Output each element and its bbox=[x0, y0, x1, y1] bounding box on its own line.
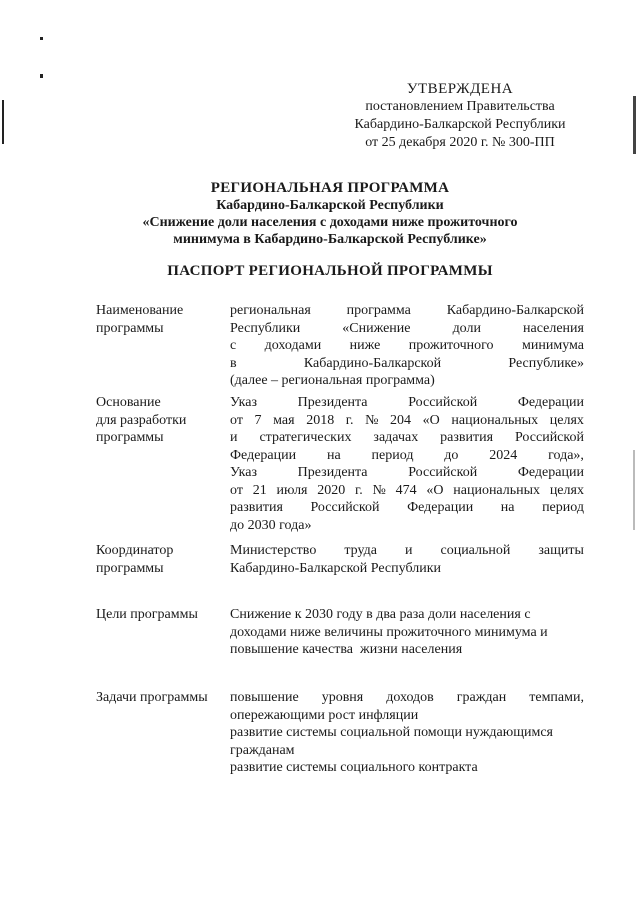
word: Российской bbox=[408, 395, 478, 410]
program-name-line: «Снижение доли населения с доходами ниже прожиточного bbox=[142, 215, 518, 230]
row-label bbox=[96, 542, 226, 577]
word: ниже bbox=[349, 338, 381, 353]
word: Федерации bbox=[407, 500, 474, 515]
passport-title: ПАСПОРТ РЕГИОНАЛЬНОЙ ПРОГРАММЫ bbox=[167, 263, 493, 279]
word: минимума bbox=[522, 338, 584, 353]
row-value bbox=[230, 542, 584, 577]
word: 2024 bbox=[489, 447, 518, 463]
word: 21 bbox=[252, 482, 267, 498]
word: Российской bbox=[408, 465, 478, 480]
row-label-line: для разработки bbox=[96, 412, 187, 428]
word: Российской bbox=[514, 430, 584, 445]
word: Кабардино-Балкарской bbox=[446, 303, 584, 318]
word: Российской bbox=[310, 500, 380, 515]
row-value bbox=[230, 394, 584, 534]
word: № bbox=[365, 412, 379, 428]
approval-line: Кабардино-Балкарской Республики bbox=[354, 117, 566, 132]
word: и bbox=[230, 430, 238, 445]
row-value-line: доходами ниже величины прожиточного минимума и bbox=[230, 624, 548, 640]
word: 7 bbox=[254, 412, 262, 428]
word: «О bbox=[422, 412, 440, 428]
word: с bbox=[230, 338, 237, 353]
word: программа bbox=[346, 303, 411, 318]
scan-mark bbox=[633, 450, 635, 530]
word: прожиточного bbox=[408, 338, 494, 353]
approval-heading: УТВЕРЖДЕНА bbox=[406, 81, 514, 97]
word: Федерации bbox=[517, 465, 584, 480]
word: доли bbox=[452, 320, 481, 336]
word: от bbox=[230, 482, 243, 498]
word: труда bbox=[344, 543, 377, 558]
word: Федерации bbox=[230, 447, 297, 463]
row-label-line: программы bbox=[96, 430, 164, 445]
word: темпами, bbox=[529, 690, 584, 705]
row-value-line bbox=[230, 447, 584, 465]
program-title-block bbox=[100, 180, 560, 248]
word: июля bbox=[276, 482, 308, 498]
word: в bbox=[230, 355, 237, 371]
word: целях bbox=[549, 412, 584, 428]
row-value-line bbox=[230, 337, 584, 355]
word: на bbox=[326, 447, 341, 463]
approval-block bbox=[330, 80, 590, 152]
row-label bbox=[96, 689, 226, 707]
program-region: Кабардино-Балкарской Республики bbox=[216, 198, 444, 213]
row-value bbox=[230, 606, 584, 659]
word: повышение bbox=[230, 690, 299, 705]
row-value-line bbox=[230, 689, 584, 707]
row-value bbox=[230, 302, 584, 390]
row-value-line bbox=[230, 355, 584, 373]
word: г. bbox=[355, 482, 363, 498]
scan-mark bbox=[40, 37, 43, 40]
approval-date: от 25 декабря 2020 г. № 300-ПП bbox=[365, 135, 555, 150]
word: граждан bbox=[456, 690, 507, 705]
word: 204 bbox=[390, 412, 412, 428]
program-title: РЕГИОНАЛЬНАЯ ПРОГРАММА bbox=[210, 180, 450, 196]
row-value-line bbox=[230, 429, 584, 447]
row-value-line: (далее – региональная программа) bbox=[230, 373, 435, 388]
word: развития bbox=[230, 500, 283, 515]
scan-mark bbox=[40, 74, 43, 78]
word: доходов bbox=[386, 690, 434, 705]
word: региональная bbox=[230, 303, 311, 318]
approval-line: постановлением Правительства bbox=[365, 99, 555, 114]
word: населения bbox=[523, 320, 584, 336]
word: на bbox=[500, 500, 515, 515]
word: «О bbox=[426, 482, 444, 498]
row-label-line: программы bbox=[96, 320, 164, 336]
word: Республики bbox=[230, 320, 301, 336]
row-value-line: развитие системы социальной помощи нуждающимся bbox=[230, 725, 553, 740]
word: Указ bbox=[230, 395, 258, 410]
word: Президента bbox=[297, 465, 368, 480]
word: национальных bbox=[451, 412, 539, 428]
word: уровня bbox=[321, 690, 364, 705]
word: г. bbox=[345, 412, 354, 428]
word: период bbox=[542, 500, 584, 515]
row-value-line bbox=[230, 499, 584, 517]
scan-mark bbox=[2, 100, 4, 144]
word: и bbox=[404, 543, 413, 558]
word: национальных bbox=[453, 482, 541, 498]
row-label-line: Цели программы bbox=[96, 607, 198, 622]
row-value-line bbox=[230, 394, 584, 412]
word: мая bbox=[273, 412, 295, 428]
word: от bbox=[230, 412, 243, 428]
row-value-line bbox=[230, 412, 584, 430]
row-value-line: Снижение к 2030 году в два раза доли населения с bbox=[230, 607, 531, 622]
row-label-line: Основание bbox=[96, 395, 161, 410]
word: Республике» bbox=[508, 355, 584, 371]
word: задачах bbox=[373, 430, 419, 445]
word: защиты bbox=[538, 543, 584, 558]
word: 2018 bbox=[306, 412, 335, 428]
word: стратегических bbox=[259, 430, 352, 445]
word: до bbox=[444, 447, 459, 463]
word: период bbox=[371, 447, 414, 463]
word: 2020 bbox=[317, 482, 346, 498]
word: года», bbox=[548, 447, 584, 463]
row-label bbox=[96, 394, 226, 447]
word: развития bbox=[440, 430, 494, 445]
scan-mark bbox=[633, 96, 636, 154]
row-value-line bbox=[230, 482, 584, 500]
word: Указ bbox=[230, 465, 258, 480]
row-label-line: Наименование bbox=[96, 303, 184, 318]
program-name-line: минимума в Кабардино-Балкарской Республике» bbox=[173, 232, 487, 247]
row-value-line bbox=[230, 542, 584, 560]
row-value bbox=[230, 689, 584, 777]
row-value-line bbox=[230, 320, 584, 338]
word: № bbox=[372, 482, 386, 498]
row-value-line: повышение качества жизни населения bbox=[230, 642, 463, 657]
row-label-line: программы bbox=[96, 560, 164, 576]
row-value-line: развитие системы социального контракта bbox=[230, 760, 478, 775]
word: Кабардино-Балкарской bbox=[303, 355, 442, 371]
row-value-line bbox=[230, 302, 584, 320]
word: Федерации bbox=[517, 395, 584, 410]
row-value-line: опережающими рост инфляции bbox=[230, 707, 419, 723]
word: доходами bbox=[264, 338, 322, 353]
word: Президента bbox=[297, 395, 368, 410]
row-value-line: до 2030 года» bbox=[230, 517, 312, 533]
row-label-line: Координатор bbox=[96, 543, 174, 558]
word: 474 bbox=[395, 482, 417, 498]
word: целях bbox=[549, 482, 584, 498]
row-label bbox=[96, 302, 226, 337]
word: Министерство bbox=[230, 543, 317, 558]
row-value-line: гражданам bbox=[230, 742, 295, 758]
word: «Снижение bbox=[342, 320, 411, 336]
word: социальной bbox=[440, 543, 511, 558]
row-value-line bbox=[230, 464, 584, 482]
row-value-line: Кабардино-Балкарской Республики bbox=[230, 560, 441, 576]
row-label-line: Задачи программы bbox=[96, 690, 208, 705]
row-label bbox=[96, 606, 226, 624]
